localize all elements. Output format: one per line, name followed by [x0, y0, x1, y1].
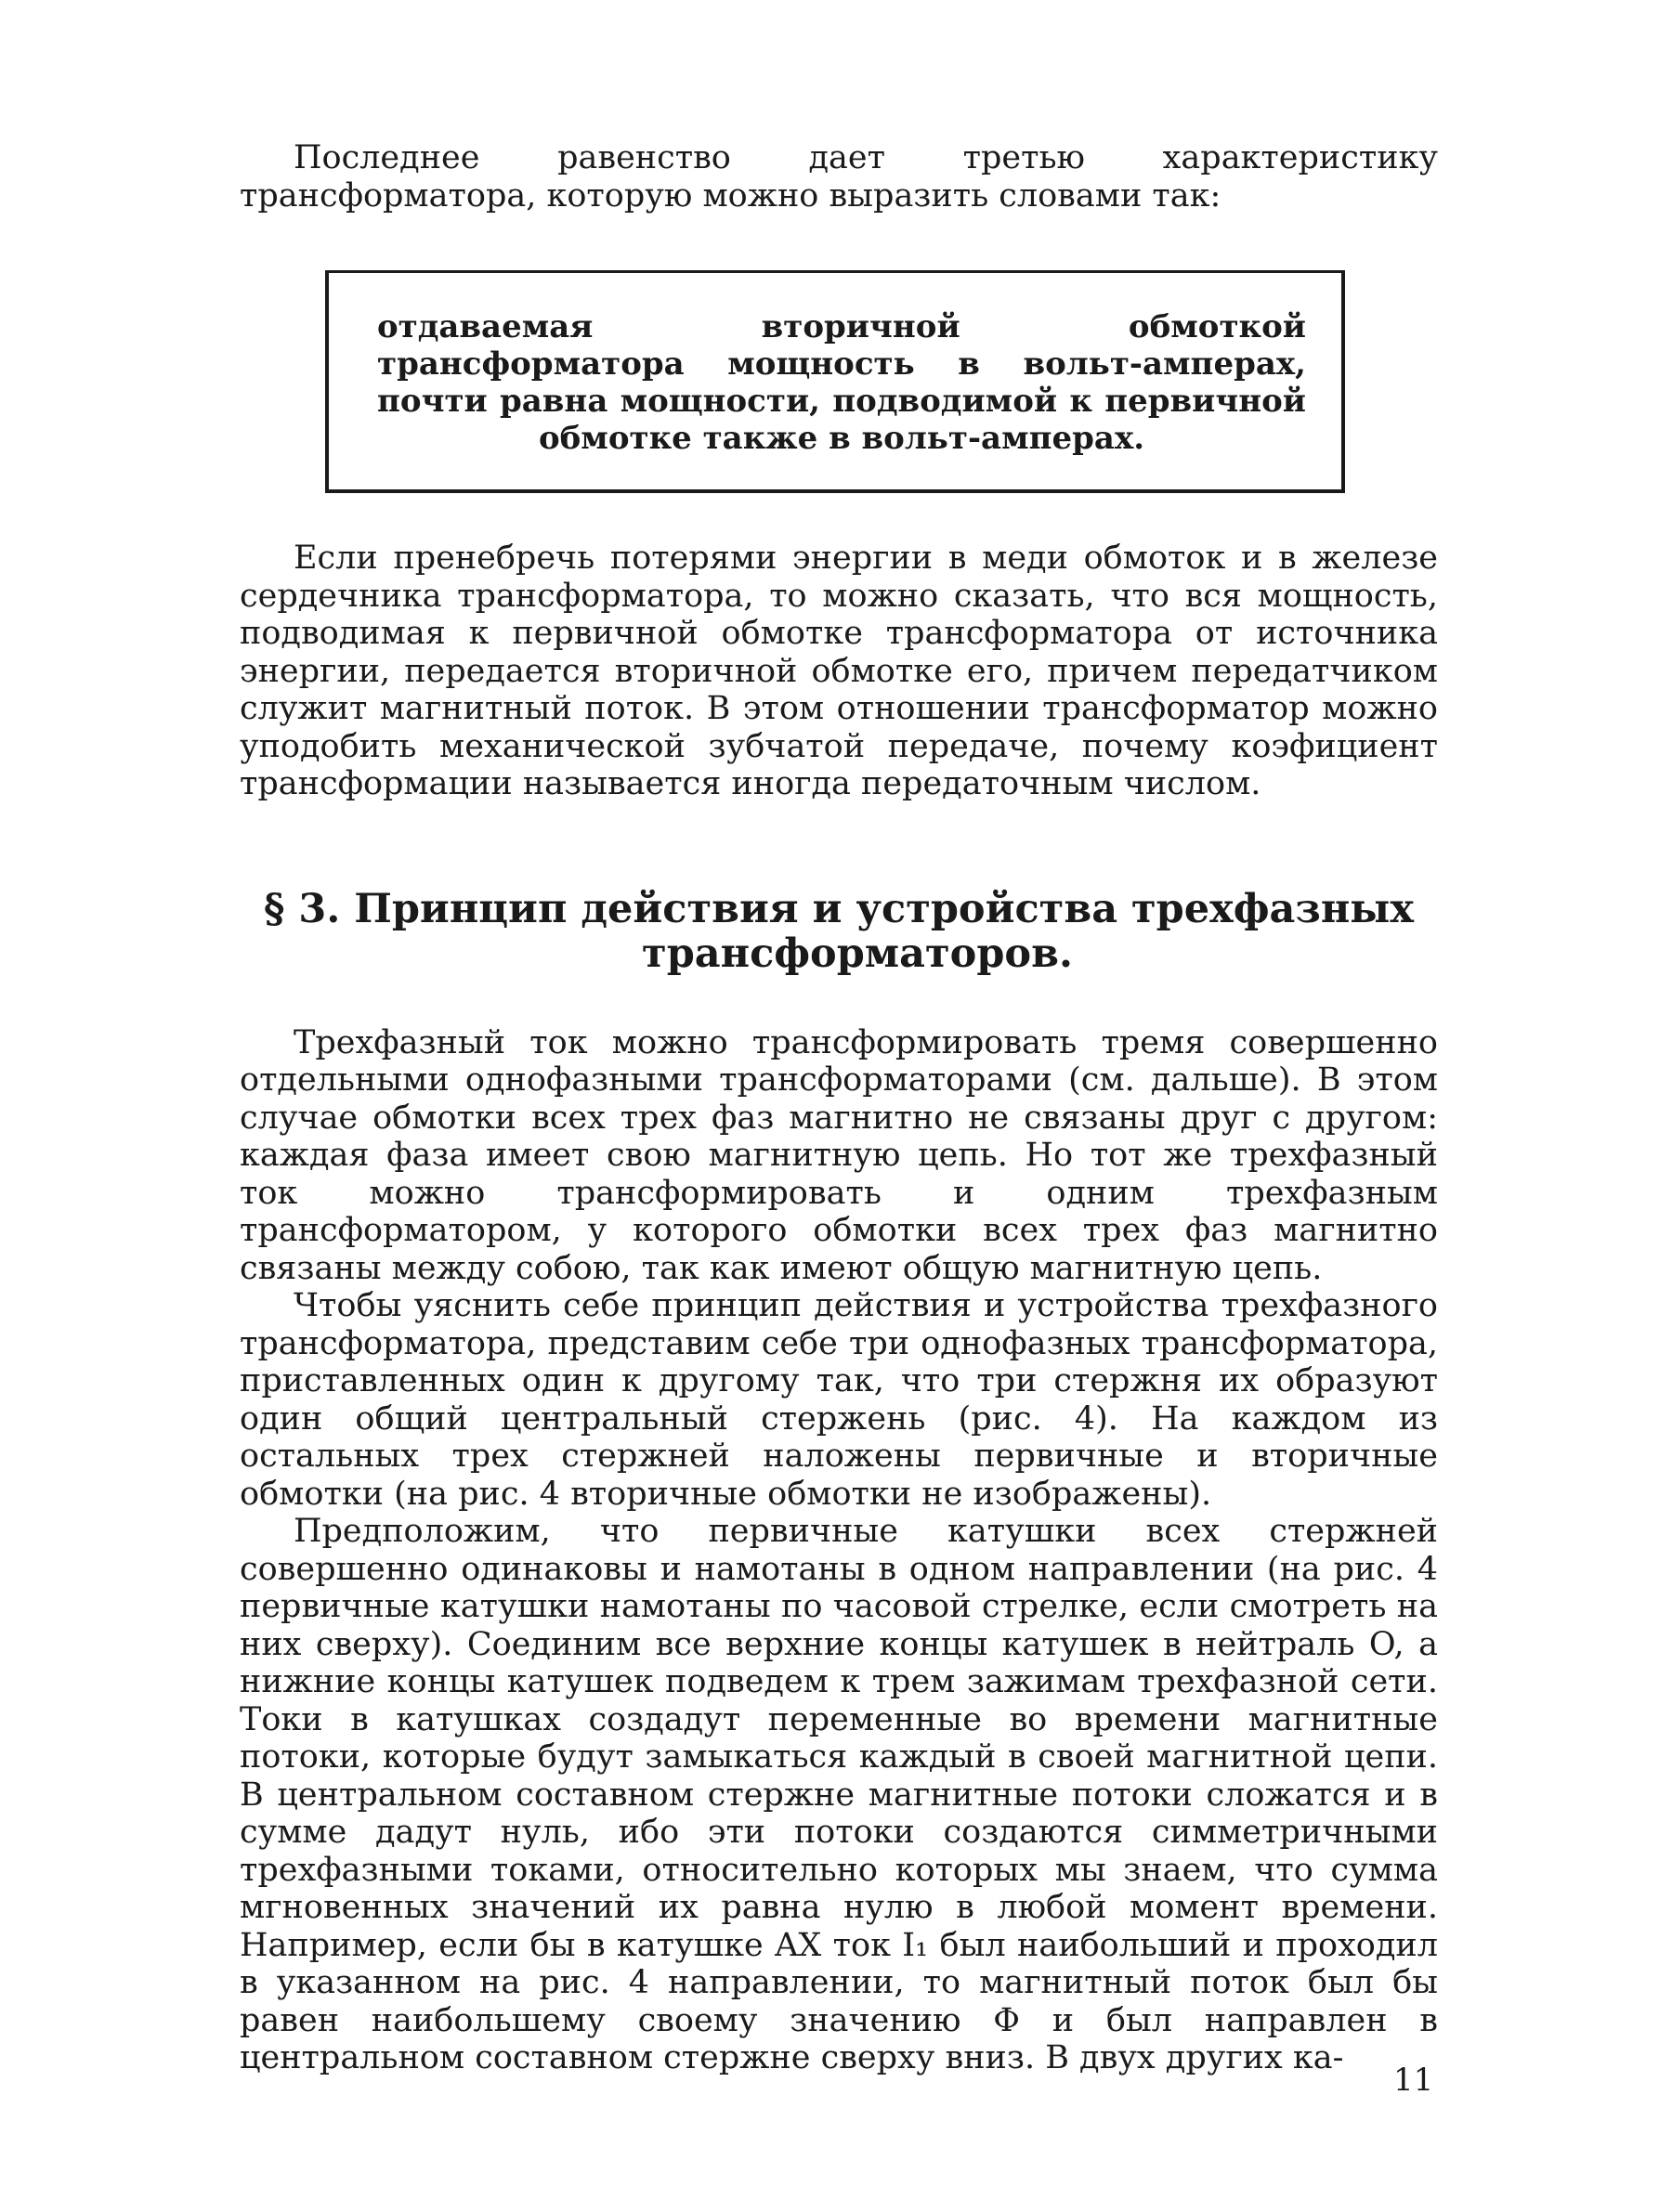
highlighted-rule-text: отдаваемая вторичной обмоткой трансформатора мощность в вольт-амперах, почти равна мощности, подводимой к первичной обмотке также в вольт-амперах. [377, 308, 1306, 457]
page-body [240, 139, 1438, 2077]
body-paragraph-3: Предположим, что первичные катушки всех стержней совершенно одинаковы и намотаны в одном направлении (на рис. 4 первичные катушки намотаны по часовой стрелке, если смотреть на них сверху). Соединим все верхние концы катушек в нейтраль O, а нижние концы катушек подведем к трем зажимам трехфазной сети. Токи в катушках создадут переменные во времени магнитные потоки, которые будут замыкаться каждый в своей магнитной цепи. В центральном составном стержне магнитные потоки сложатся и в сумме дадут нуль, ибо эти потоки создаются симметричными трехфазными токами, относительно которых мы знаем, что сумма мгновенных значений их равна нулю в любой момент времени. Например, если бы в катушке AX ток I₁ был наибольший и проходил в указанном на рис. 4 направлении, то магнитный поток был бы равен наибольшему своему значению Φ и был направлен в центральном составном стержне сверху вниз. В двух других ка- [240, 1513, 1438, 2076]
section-heading-line-1: § 3. Принцип действия и устройства трехфазных [263, 885, 1415, 932]
intro-paragraph: Последнее равенство дает третью характеристику трансформатора, которую можно выразить словами так: [240, 139, 1438, 215]
section-heading-line-2: трансформаторов. [642, 930, 1073, 977]
highlighted-rule-box [325, 270, 1345, 493]
section-heading [240, 887, 1438, 976]
body-paragraph-1: Трехфазный ток можно трансформировать тремя совершенно отдельными однофазными трансформаторами (см. дальше). В этом случае обмотки всех трех фаз магнитно не связаны друг с другом: каждая фаза имеет свою магнитную цепь. Но тот же трехфазный ток можно трансформировать и одним трехфазным трансформатором, у которого обмотки всех трех фаз магнитно связаны между собою, так как имеют общую магнитную цепь. [240, 1023, 1438, 1287]
body-paragraph-2: Чтобы уяснить себе принцип действия и устройства трехфазного трансформатора, представим себе три однофазных трансформатора, приставленных один к другому так, что три стержня их образуют один общий центральный стержень (рис. 4). На каждом из остальных трех стержней наложены первичные и вторичные обмотки (на рис. 4 вторичные обмотки не изображены). [240, 1287, 1438, 1513]
page-number: 11 [1393, 2062, 1434, 2099]
energy-paragraph: Если пренебречь потерями энергии в меди обмоток и в железе сердечника трансформатора, то можно сказать, что вся мощность, подводимая к первичной обмотке трансформатора от источника энергии, передается вторичной обмотке его, причем передатчиком служит магнитный поток. В этом отношении трансформатор можно уподобить механической зубчатой передаче, почему коэфициент трансформации называется иногда передаточным числом. [240, 540, 1438, 802]
